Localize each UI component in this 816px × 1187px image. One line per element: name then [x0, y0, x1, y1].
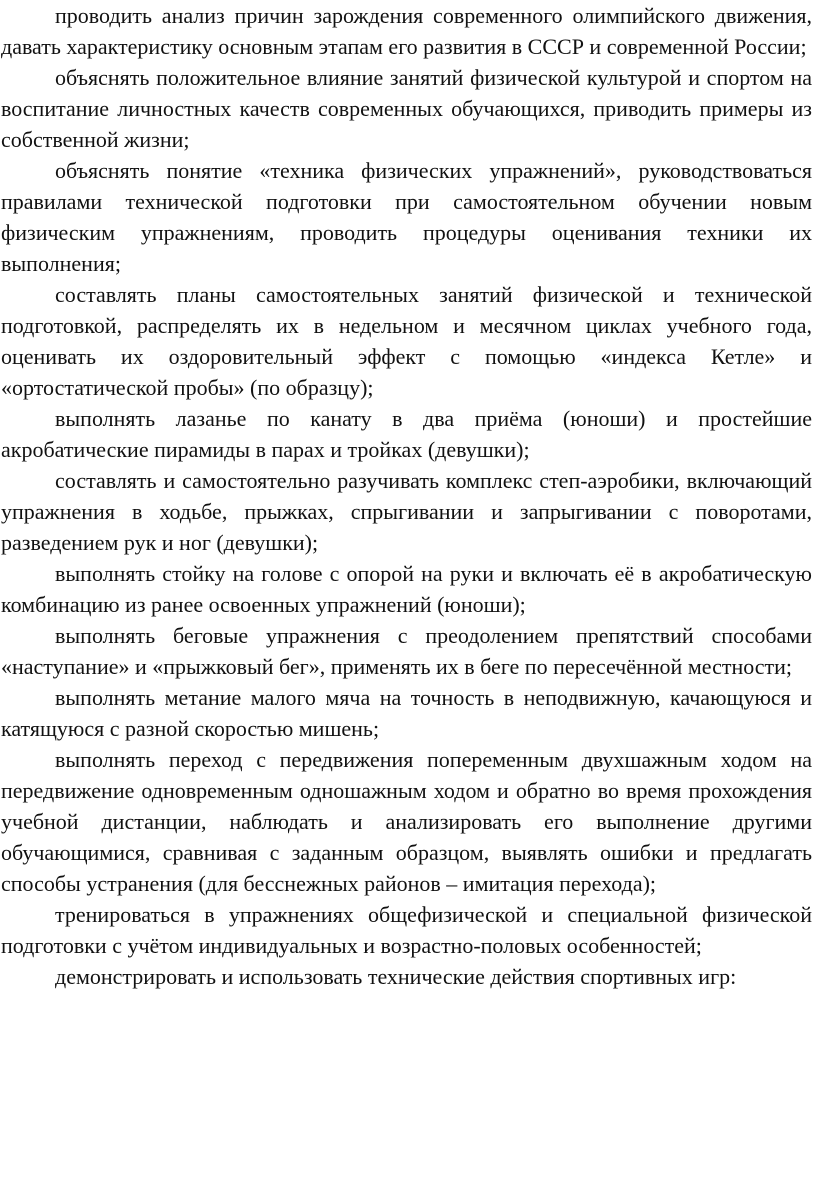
paragraph-positive-influence: объяснять положительное влияние занятий физической культурой и спортом на воспитание личностных качеств современных обучающихся, приводить примеры из собственной жизни;: [1, 65, 812, 152]
paragraph-exercise-technique: объяснять понятие «техника физических упражнений», руководствоваться правилами технической подготовки при самостоятельном обучении новым физическим упражнениям, проводить процедуры оценивания техники их выполнения;: [1, 158, 812, 276]
paragraph-ski-transition: выполнять переход с передвижения попеременным двухшажным ходом на передвижение одновременным одношажным ходом и обратно во время прохождения учебной дистанции, наблюдать и анализировать его выполнение другими обучающимися, сравнивая с заданным образцом, выявлять ошибки и предлагать способы устранения (для бесснежных районов – имитация перехода);: [1, 747, 812, 896]
paragraph-training-plans: составлять планы самостоятельных занятий физической и технической подготовкой, распределять их в недельном и месячном циклах учебного года, оценивать их оздоровительный эффект с помощью «индекса Кетле» и «ортостатической пробы» (по образцу);: [1, 282, 812, 400]
paragraph-sports-games: демонстрировать и использовать технические действия спортивных игр:: [55, 964, 737, 989]
paragraph-rope-climbing: выполнять лазанье по канату в два приёма (юноши) и простейшие акробатические пирамиды в парах и тройках (девушки);: [1, 406, 812, 462]
paragraph-ball-throwing: выполнять метание малого мяча на точность в неподвижную, качающуюся и катящуюся с разной скоростью мишень;: [1, 685, 812, 741]
paragraph-step-aerobics: составлять и самостоятельно разучивать комплекс степ-аэробики, включающий упражнения в ходьбе, прыжках, спрыгивании и запрыгивании с поворотами, разведением рук и ног (девушки);: [1, 468, 812, 555]
paragraph-physical-training: тренироваться в упражнениях общефизической и специальной физической подготовки с учётом индивидуальных и возрастно-половых особенностей;: [1, 902, 812, 958]
paragraph-headstand: выполнять стойку на голове с опорой на руки и включать её в акробатическую комбинацию из ранее освоенных упражнений (юноши);: [1, 561, 812, 617]
paragraph-olympic-movement: проводить анализ причин зарождения современного олимпийского движения, давать характеристику основным этапам его развития в СССР и современной России;: [1, 3, 812, 59]
paragraph-running-exercises: выполнять беговые упражнения с преодолением препятствий способами «наступание» и «прыжковый бег», применять их в беге по пересечённой местности;: [1, 623, 812, 679]
